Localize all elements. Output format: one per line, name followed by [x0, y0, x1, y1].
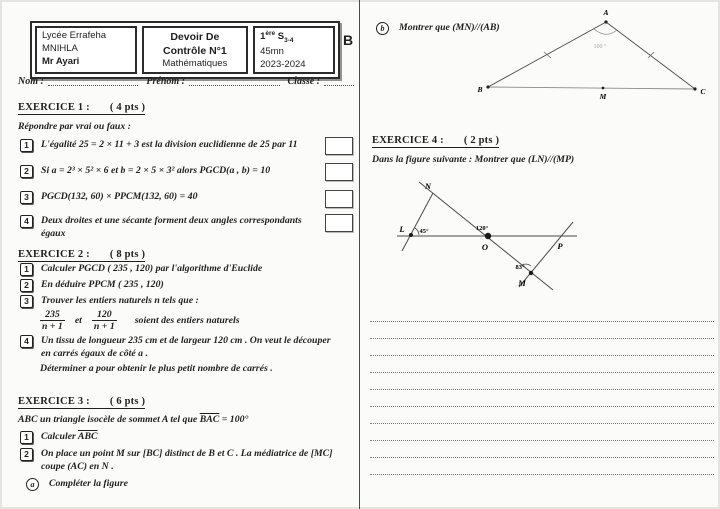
- ex1-points: ( 4 pts ): [109, 102, 146, 113]
- crossing-label-M: M: [518, 278, 526, 288]
- answer-line[interactable]: [370, 458, 714, 475]
- ex2-title: EXERCICE 2 :: [18, 249, 90, 260]
- crossing-lines-figure: [388, 178, 593, 303]
- ex1-heading: [18, 97, 145, 115]
- answer-line[interactable]: [370, 424, 714, 441]
- ex4-title: EXERCICE 4 :: [372, 135, 444, 146]
- ex2-item-4: [20, 335, 342, 360]
- ex1-item-1-text: L'égalité 25 = 2 × 11 + 3 est la division euclidienne de 25 par 11: [41, 139, 298, 150]
- ex2-item-1: [20, 263, 340, 276]
- crossing-label-L: L: [399, 224, 405, 234]
- ex3-item-2-text: On place un point M sur [BC] distinct de B et C . La médiatrice de [MC] coupe (AC) en N .: [41, 448, 333, 472]
- ex3-sub-b-letter: b: [376, 22, 389, 35]
- fraction-tail-text: soient des entiers naturels: [134, 315, 240, 327]
- ex2-item-4b-text: Déterminer a pour obtenir le plus petit nombre de carrés .: [40, 363, 273, 374]
- ex1-item-4-number: 4: [20, 215, 33, 228]
- angle-arc-at-L: [415, 228, 419, 235]
- exam-title-line1: Devoir De: [170, 31, 220, 43]
- ex1-item-3-text: PGCD(132, 60) × PPCM(132, 60) = 40: [41, 191, 198, 202]
- ex1-item-1: [20, 139, 320, 152]
- ex2-item-2: [20, 279, 340, 292]
- isosceles-triangle-figure: [468, 6, 713, 104]
- ex2-item-1-text: Calculer PGCD ( 235 , 120) par l'algorithme d'Euclide: [41, 263, 263, 274]
- column-divider: [359, 0, 360, 509]
- ex1-answer-box-3[interactable]: [325, 190, 353, 208]
- triangle-label-A: A: [603, 8, 609, 17]
- ex3-sub-a: [26, 478, 128, 491]
- fraction-connector: et: [74, 315, 82, 327]
- ex1-instruction: Répondre par vrai ou faux :: [18, 121, 131, 132]
- ex1-item-2-text: Si a = 2³ × 5² × 6 et b = 2 × 5 × 3² alors PGCD(a , b) = 10: [41, 165, 271, 176]
- line-MP: [519, 222, 573, 287]
- ex3-points: ( 6 pts ): [109, 396, 146, 407]
- ex4-heading: [372, 130, 499, 148]
- ex1-answer-box-4[interactable]: [325, 214, 353, 232]
- header-info-cell: [253, 26, 335, 74]
- exam-title-line2: Contrôle N°1: [163, 45, 227, 58]
- fraction-120-over-n-plus-1: $\frac{120}{n + 1}$: [93, 309, 115, 333]
- ex1-title: EXERCICE 1 :: [18, 102, 90, 113]
- answer-line[interactable]: [370, 356, 714, 373]
- angle-bac: $\overline{BAC}$: [199, 414, 220, 425]
- classe-label: Classe :: [287, 76, 321, 87]
- ex2-item-4-number: 4: [20, 335, 33, 348]
- crossing-label-O: O: [481, 242, 489, 252]
- triangle-label-M: M: [599, 92, 607, 101]
- ex2-points: ( 8 pts ): [109, 249, 146, 260]
- ex4-points: ( 2 pts ): [463, 135, 500, 146]
- ex2-item-2-number: 2: [20, 279, 33, 292]
- prenom-label: Prénom :: [146, 76, 185, 87]
- answer-line[interactable]: [370, 339, 714, 356]
- prenom-fill-line[interactable]: [189, 76, 280, 86]
- ex1-item-4: [20, 215, 310, 240]
- school-city: MNIHLA: [42, 42, 78, 54]
- nom-fill-line[interactable]: [48, 76, 139, 86]
- ex3-sub-a-letter: a: [26, 478, 39, 491]
- fraction-235-over-n-plus-1: $\frac{235}{n + 1}$: [42, 309, 63, 333]
- teacher-name: Mr Ayari: [42, 55, 80, 67]
- ex2-item-4-text: Un tissu de longueur 235 cm et de largeur 120 cm . On veut le découper en carrés égaux de côté a .: [41, 335, 331, 359]
- ex3-sub-a-text: Compléter la figure: [49, 478, 128, 489]
- line-LN: [402, 193, 433, 251]
- variant-label: B: [343, 32, 354, 48]
- ex1-item-3-number: 3: [20, 191, 33, 204]
- header-title-cell: [142, 26, 249, 74]
- answer-line[interactable]: [370, 390, 714, 407]
- ex3-title: EXERCICE 3 :: [18, 396, 90, 407]
- header-school-cell: [35, 26, 137, 74]
- ex1-answer-box-1[interactable]: [325, 137, 353, 155]
- ex3-intro: ABC un triangle isocèle de sommet A tel que $\overline{BAC} = 100^\circ$: [18, 414, 249, 425]
- ex1-answer-box-2[interactable]: [325, 163, 353, 181]
- angle-arc-at-A: [594, 29, 617, 34]
- ex2-item-1-number: 1: [20, 263, 33, 276]
- school-year: 2023-2024: [260, 58, 306, 70]
- answer-line[interactable]: [370, 322, 714, 339]
- ex1-item-2-number: 2: [20, 165, 33, 178]
- exam-subject: Mathématiques: [162, 58, 228, 70]
- ex1-item-4-text: Deux droites et une sécante forment deux angles correspondants égaux: [41, 215, 302, 239]
- ex2-heading: [18, 244, 145, 262]
- crossing-angle-45: 45°: [419, 228, 429, 235]
- header-table: [30, 21, 340, 79]
- ex2-item-3-number: 3: [20, 295, 33, 308]
- ex1-item-3: [20, 191, 320, 204]
- identity-line: [18, 76, 354, 87]
- nom-label: Nom :: [18, 76, 44, 87]
- school-name: Lycée Errafeha: [42, 30, 107, 41]
- exam-duration: 45mn: [260, 45, 284, 57]
- ex3-heading: [18, 391, 145, 409]
- ex2-item-3: [20, 295, 340, 308]
- ex2-item-2-text: En déduire PPCM ( 235 , 120): [41, 279, 164, 290]
- triangle-label-B: B: [477, 85, 483, 94]
- ex3-item-1-number: 1: [20, 431, 33, 444]
- ex2-item-3-text: Trouver les entiers naturels n tels que :: [41, 295, 199, 306]
- answer-line[interactable]: [370, 407, 714, 424]
- ex3-item-2: [20, 448, 346, 473]
- ex2-item-3-fractions: [40, 309, 240, 333]
- classe-fill-line[interactable]: [324, 76, 354, 86]
- class-level: 1ère $S_{3-4}$: [260, 30, 294, 45]
- crossing-label-P: P: [557, 241, 563, 251]
- ex3-sub-b-text: Montrer que (MN)//(AB): [399, 22, 500, 33]
- answer-line[interactable]: [370, 441, 714, 458]
- triangle-label-C: C: [700, 87, 706, 96]
- answer-lines: [370, 305, 714, 475]
- angle-abc: $\overline{ABC}$: [77, 431, 98, 442]
- crossing-label-N: N: [424, 181, 432, 191]
- crossing-angle-120: 120°: [475, 225, 489, 232]
- ex1-item-2: [20, 165, 320, 178]
- answer-line[interactable]: [370, 373, 714, 390]
- answer-line[interactable]: [370, 305, 714, 322]
- triangle-angle-100: 100 °: [593, 44, 607, 50]
- crossing-angle-83: 83°: [515, 264, 525, 271]
- ex3-item-2-number: 2: [20, 448, 33, 461]
- ex4-instruction: Dans la figure suivante : Montrer que (LN)//(MP): [372, 154, 575, 165]
- ex1-item-1-number: 1: [20, 139, 33, 152]
- ex3-item-1-text: Calculer $\overline{ABC}$: [41, 431, 98, 442]
- ex3-item-1: [20, 431, 340, 444]
